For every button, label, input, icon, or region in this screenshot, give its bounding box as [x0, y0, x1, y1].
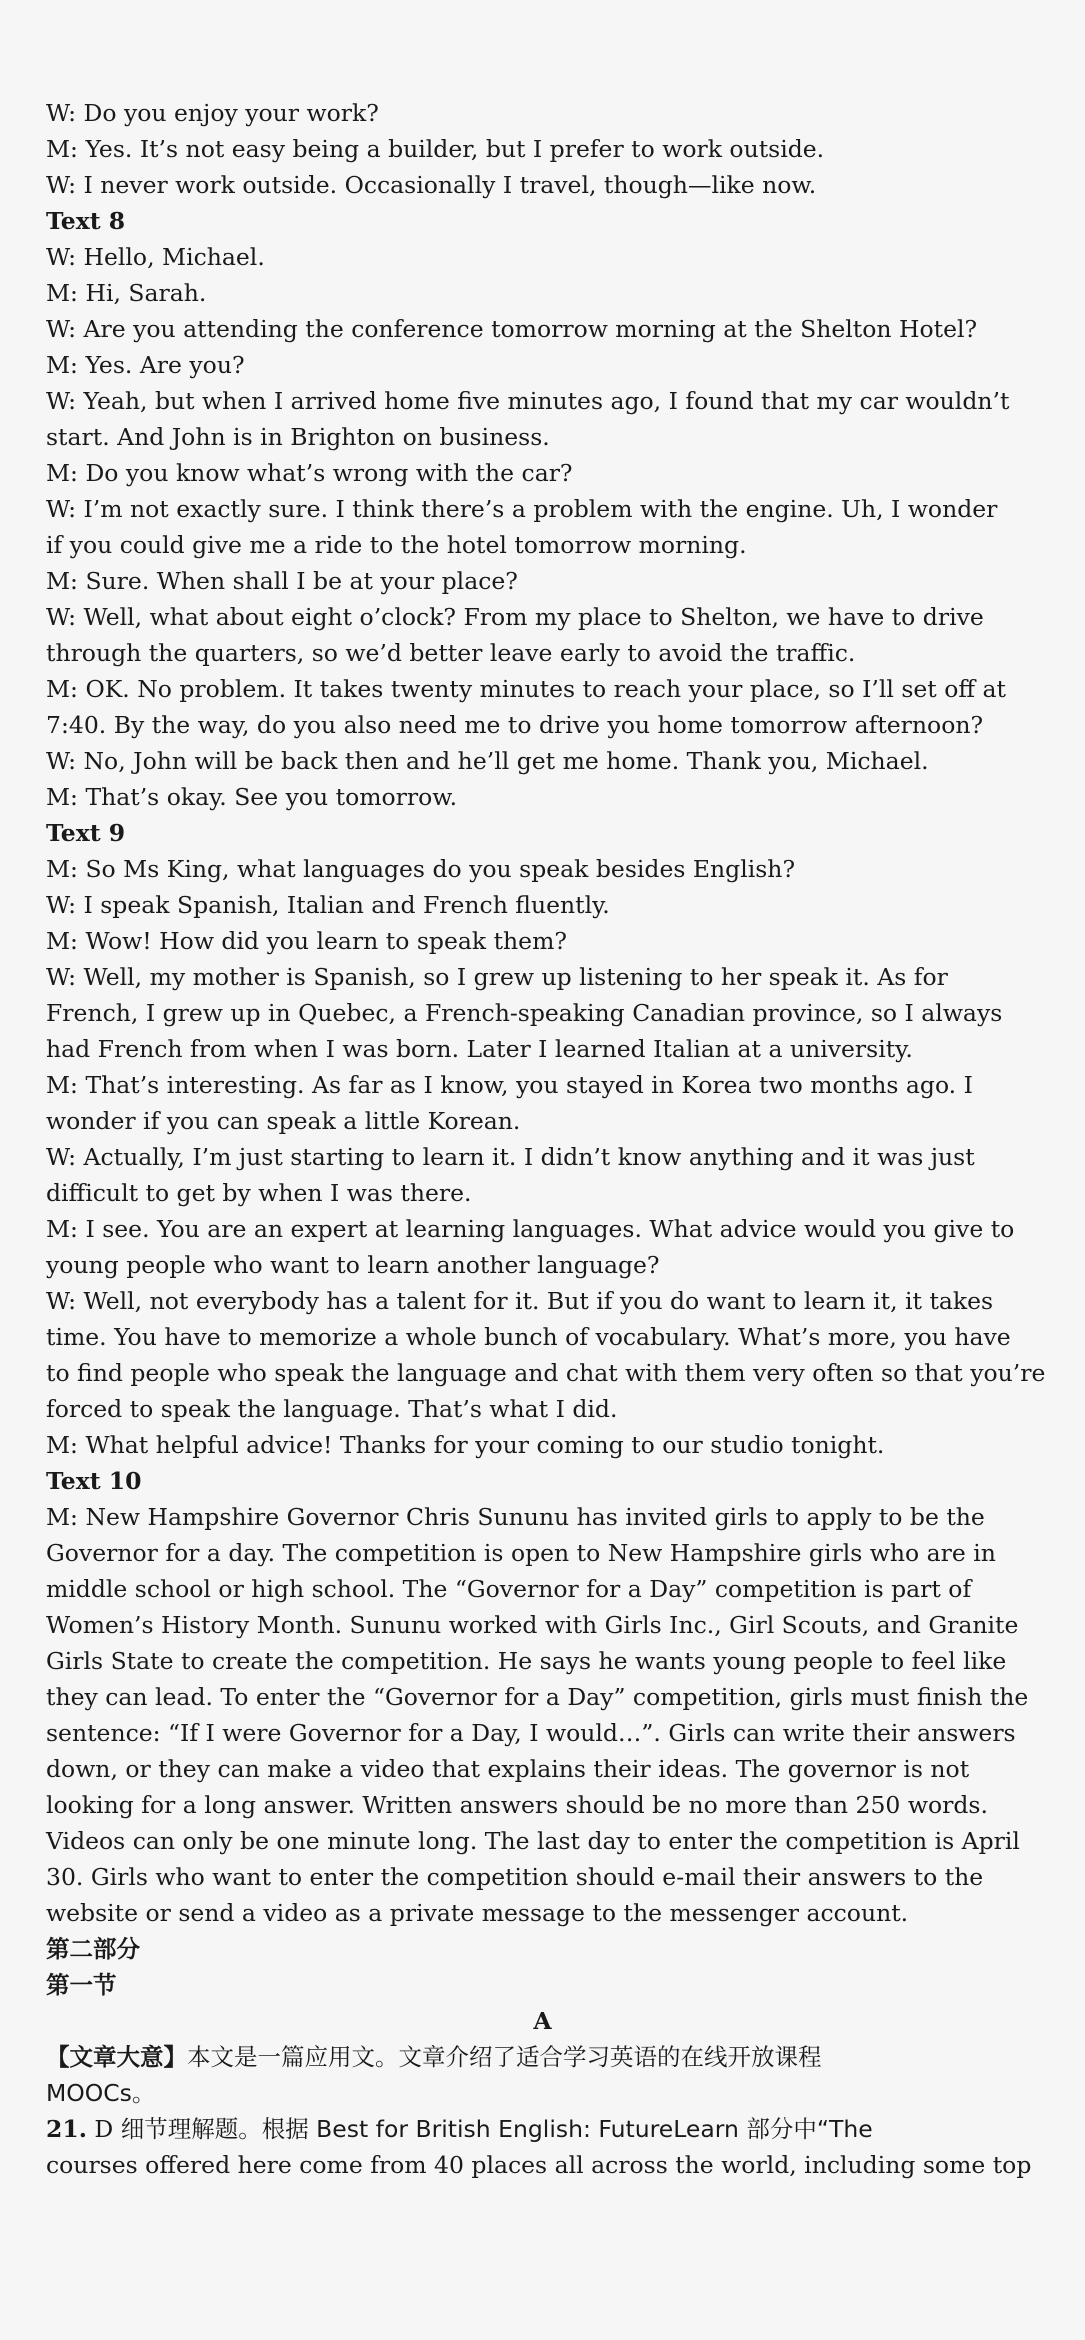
dialogue-line: M: Sure. When shall I be at your place?	[46, 567, 518, 595]
monologue-line: they can lead. To enter the “Governor for a Day” competition, girls must finish the	[46, 1683, 1029, 1711]
monologue-line: Girls State to create the competition. He says he wants young people to feel like	[46, 1647, 1007, 1675]
dialogue-line: W: I’m not exactly sure. I think there’s a problem with the engine. Uh, I wonder	[46, 495, 998, 523]
dialogue-line: 7:40. By the way, do you also need me to drive you home tomorrow afternoon?	[46, 711, 984, 739]
monologue-line: 30. Girls who want to enter the competition should e-mail their answers to the	[46, 1863, 984, 1891]
dialogue-line: M: That’s interesting. As far as I know, you stayed in Korea two months ago. I	[46, 1071, 973, 1099]
dialogue-line: W: Yeah, but when I arrived home five minutes ago, I found that my car wouldn’t	[46, 387, 1010, 415]
dialogue-line: W: Actually, I’m just starting to learn it. I didn’t know anything and it was just	[46, 1143, 975, 1171]
dialogue-line: forced to speak the language. That’s what I did.	[46, 1395, 618, 1423]
text10-transcript	[46, 1499, 1039, 1931]
dialogue-line: W: Do you enjoy your work?	[46, 99, 379, 127]
question-number: 21.	[46, 2115, 87, 2143]
text8-heading: Text 8	[46, 207, 126, 235]
dialogue-line: W: I speak Spanish, Italian and French fluently.	[46, 891, 610, 919]
dialogue-line: start. And John is in Brighton on business.	[46, 423, 550, 451]
dialogue-line: had French from when I was born. Later I learned Italian at a university.	[46, 1035, 913, 1063]
dialogue-line: M: Do you know what’s wrong with the car?	[46, 459, 573, 487]
article-summary	[46, 2039, 1039, 2111]
monologue-line: sentence: “If I were Governor for a Day, I would…”. Girls can write their answers	[46, 1719, 1016, 1747]
section1-heading: 第一节	[46, 1971, 117, 1999]
monologue-line: Videos can only be one minute long. The last day to enter the competition is April	[46, 1827, 1020, 1855]
question-21-explanation	[46, 2111, 1039, 2183]
monologue-line: M: New Hampshire Governor Chris Sununu has invited girls to apply to be the	[46, 1503, 985, 1531]
question-answer: D	[94, 2115, 114, 2143]
transcript-part1	[46, 95, 1039, 203]
dialogue-line: W: Well, not everybody has a talent for it. But if you do want to learn it, it takes	[46, 1287, 994, 1315]
explanation-text: 细节理解题。根据 Best for British English: FutureLearn 部分中“The	[120, 2115, 873, 2143]
dialogue-line: W: I never work outside. Occasionally I travel, though—like now.	[46, 171, 817, 199]
summary-text: MOOCs。	[46, 2079, 156, 2107]
dialogue-line: W: Hello, Michael.	[46, 243, 265, 271]
monologue-line: website or send a video as a private message to the messenger account.	[46, 1899, 909, 1927]
monologue-line: Governor for a day. The competition is open to New Hampshire girls who are in	[46, 1539, 996, 1567]
dialogue-line: W: Are you attending the conference tomorrow morning at the Shelton Hotel?	[46, 315, 978, 343]
monologue-line: middle school or high school. The “Governor for a Day” competition is part of	[46, 1575, 972, 1603]
dialogue-line: wonder if you can speak a little Korean.	[46, 1107, 521, 1135]
dialogue-line: M: Yes. It’s not easy being a builder, but I prefer to work outside.	[46, 135, 825, 163]
dialogue-line: young people who want to learn another language?	[46, 1251, 660, 1279]
summary-text: 本文是一篇应用文。文章介绍了适合学习英语的在线开放课程	[187, 2043, 822, 2071]
text9-transcript	[46, 851, 1046, 1463]
part2-heading: 第二部分	[46, 1935, 140, 1963]
monologue-line: down, or they can make a video that explains their ideas. The governor is not	[46, 1755, 970, 1783]
dialogue-line: W: Well, my mother is Spanish, so I grew up listening to her speak it. As for	[46, 963, 948, 991]
monologue-line: Women’s History Month. Sununu worked with Girls Inc., Girl Scouts, and Granite	[46, 1611, 1019, 1639]
passage-letter: A	[533, 2007, 552, 2035]
dialogue-line: M: Yes. Are you?	[46, 351, 245, 379]
text9-heading: Text 9	[46, 819, 126, 847]
dialogue-line: M: OK. No problem. It takes twenty minutes to reach your place, so I’ll set off at	[46, 675, 1006, 703]
monologue-line: looking for a long answer. Written answers should be no more than 250 words.	[46, 1791, 988, 1819]
dialogue-line: M: Wow! How did you learn to speak them?	[46, 927, 567, 955]
dialogue-line: time. You have to memorize a whole bunch of vocabulary. What’s more, you have	[46, 1323, 1011, 1351]
explanation-text: courses offered here come from 40 places all across the world, including some top	[46, 2151, 1032, 2179]
summary-tag: 【文章大意】	[46, 2043, 187, 2071]
dialogue-line: M: That’s okay. See you tomorrow.	[46, 783, 458, 811]
dialogue-line: M: Hi, Sarah.	[46, 279, 207, 307]
dialogue-line: if you could give me a ride to the hotel tomorrow morning.	[46, 531, 747, 559]
dialogue-line: M: What helpful advice! Thanks for your coming to our studio tonight.	[46, 1431, 885, 1459]
dialogue-line: French, I grew up in Quebec, a French-speaking Canadian province, so I always	[46, 999, 1003, 1027]
dialogue-line: M: I see. You are an expert at learning languages. What advice would you give to	[46, 1215, 1015, 1243]
text8-transcript	[46, 239, 1039, 815]
dialogue-line: difficult to get by when I was there.	[46, 1179, 472, 1207]
dialogue-line: M: So Ms King, what languages do you speak besides English?	[46, 855, 796, 883]
dialogue-line: W: No, John will be back then and he’ll get me home. Thank you, Michael.	[46, 747, 929, 775]
text10-heading: Text 10	[46, 1467, 142, 1495]
dialogue-line: through the quarters, so we’d better leave early to avoid the traffic.	[46, 639, 856, 667]
dialogue-line: W: Well, what about eight o’clock? From my place to Shelton, we have to drive	[46, 603, 984, 631]
dialogue-line: to find people who speak the language and chat with them very often so that you’re	[46, 1359, 1046, 1387]
